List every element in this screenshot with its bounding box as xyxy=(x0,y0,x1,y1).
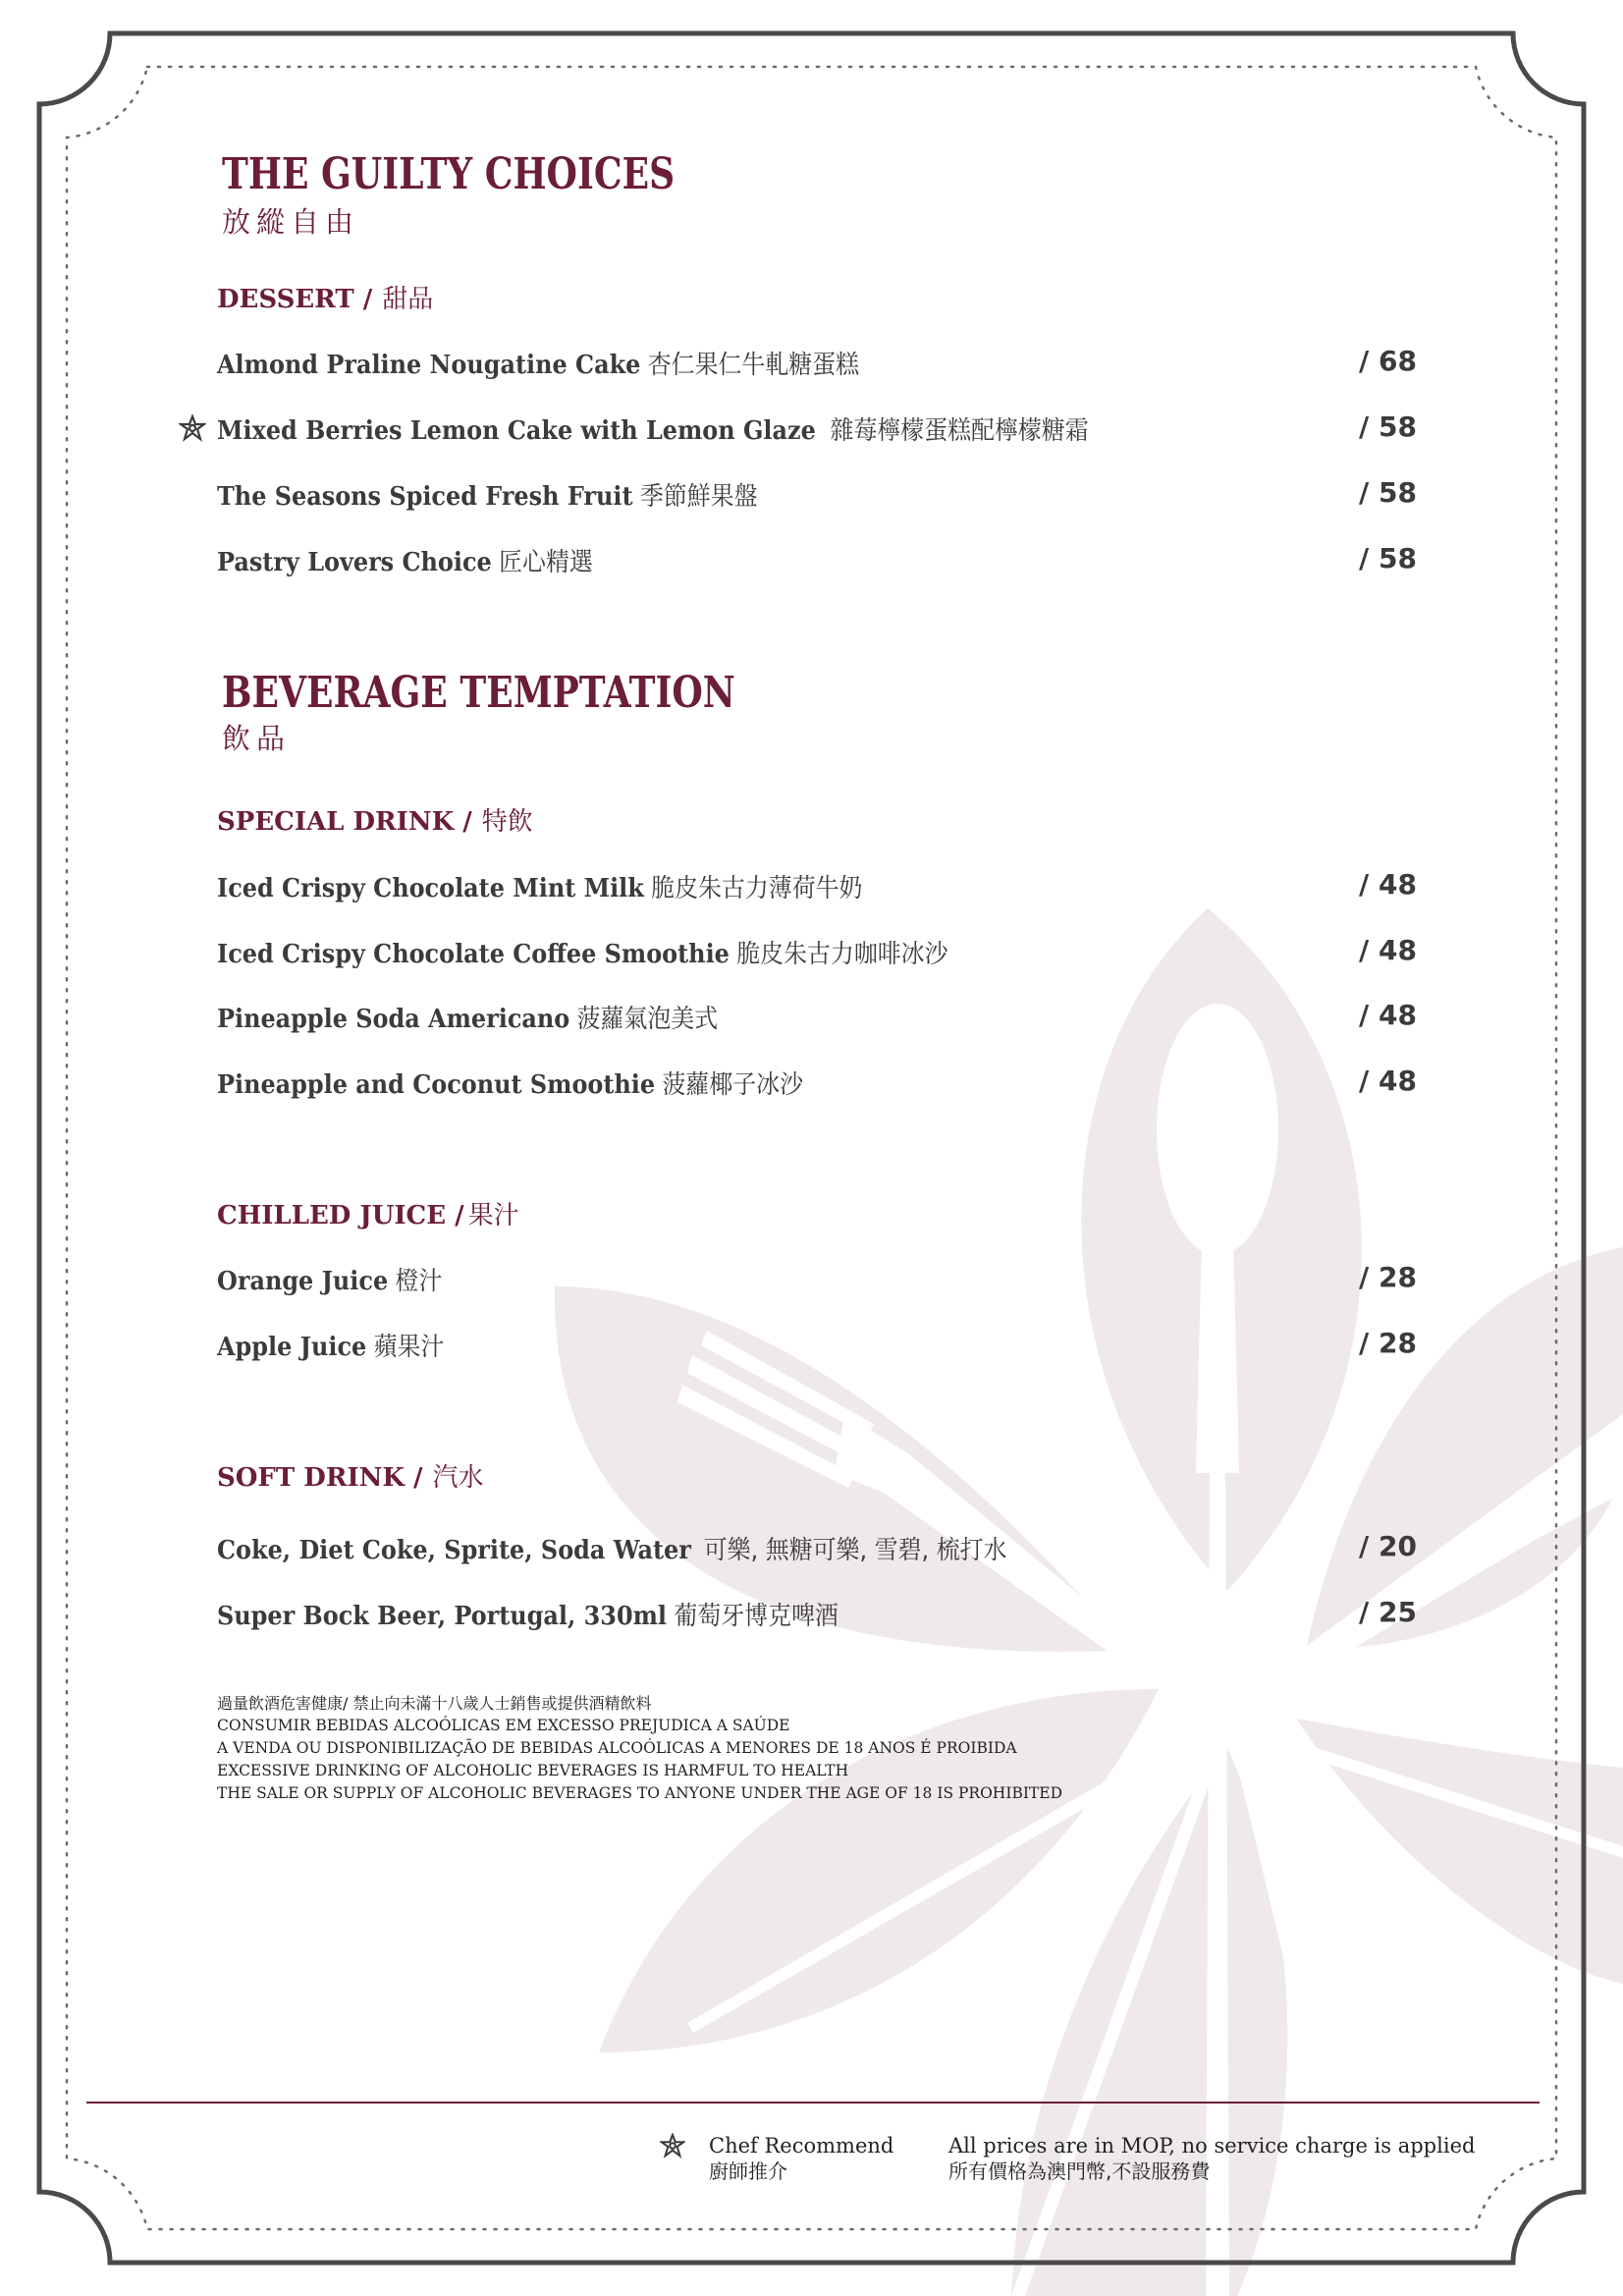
disclaimer-line: 過量飲酒危害健康/ 禁止向未滿十八歲人士銷售或提供酒精飲料 xyxy=(217,1694,652,1713)
menu-item-price: / 68 xyxy=(1359,345,1417,377)
menu-item xyxy=(217,345,1417,384)
chef-recommend-label: Chef Recommend xyxy=(709,2134,894,2158)
item-name-zh: 菠蘿氣泡美式 xyxy=(576,1005,719,1034)
category-heading-special-drink xyxy=(217,801,533,838)
menu-item-name xyxy=(217,410,1089,447)
item-name-zh: 可樂, 無糖可樂, 雪碧, 梳打水 xyxy=(703,1536,1007,1565)
section-subtitle-guilty-choices: 放縱自由 xyxy=(222,205,360,239)
price-note-zh: 所有價格為澳門幣,不設服務費 xyxy=(948,2159,1211,2183)
item-name-zh: 橙汁 xyxy=(395,1267,443,1296)
menu-item-price: / 28 xyxy=(1359,1261,1417,1293)
menu-item-price: / 48 xyxy=(1359,999,1417,1031)
menu-item-price: / 48 xyxy=(1359,1065,1417,1097)
menu-item-price: / 20 xyxy=(1359,1530,1417,1562)
category-heading-soft-drink xyxy=(217,1457,484,1494)
menu-item-name xyxy=(217,1530,1006,1566)
menu-item xyxy=(217,542,1417,581)
menu-item-name xyxy=(217,542,593,578)
category-label: SOFT DRINK / xyxy=(217,1463,423,1493)
menu-item-price: / 48 xyxy=(1359,934,1417,966)
item-name-zh: 葡萄牙博克啤酒 xyxy=(674,1602,839,1631)
item-name-zh: 脆皮朱古力咖啡冰沙 xyxy=(736,940,948,969)
item-name-zh: 杏仁果仁牛軋糖蛋糕 xyxy=(647,351,860,380)
menu-item-name xyxy=(217,934,948,970)
menu-item-price: / 25 xyxy=(1359,1596,1417,1628)
category-heading-chilled-juice xyxy=(217,1195,519,1231)
item-name-en: The Seasons Spiced Fresh Fruit xyxy=(217,482,633,512)
menu-item-name xyxy=(217,1596,839,1632)
item-name-zh: 蘋果汁 xyxy=(373,1333,445,1362)
menu-item xyxy=(217,410,1417,450)
item-name-en: Coke, Diet Coke, Sprite, Soda Water xyxy=(217,1536,691,1565)
menu-item xyxy=(217,1327,1417,1366)
menu-item xyxy=(217,1065,1417,1104)
menu-item xyxy=(217,1261,1417,1300)
menu-item-name xyxy=(217,345,859,381)
menu-item xyxy=(217,999,1417,1038)
menu-item-name xyxy=(217,1261,442,1297)
price-note-en: All prices are in MOP, no service charge is applied xyxy=(948,2134,1476,2158)
menu-item xyxy=(217,476,1417,516)
menu-item-name xyxy=(217,476,758,513)
item-name-zh: 匠心精選 xyxy=(499,548,593,577)
category-label-zh: 果汁 xyxy=(467,1201,519,1230)
category-label-zh: 特飲 xyxy=(481,807,533,837)
category-label: DESSERT / xyxy=(217,285,373,314)
menu-item-price: / 58 xyxy=(1359,410,1417,443)
item-name-en: Apple Juice xyxy=(217,1333,367,1362)
menu-item-name xyxy=(217,999,718,1035)
disclaimer-line: THE SALE OR SUPPLY OF ALCOHOLIC BEVERAGES TO ANYONE UNDER THE AGE OF 18 IS PROHIBITED xyxy=(217,1784,1063,1802)
item-name-zh: 季節鮮果盤 xyxy=(639,482,758,512)
section-subtitle-beverage: 飲品 xyxy=(222,722,292,755)
category-label: CHILLED JUICE / xyxy=(217,1201,464,1230)
item-name-en: Mixed Berries Lemon Cake with Lemon Glaze xyxy=(217,416,816,446)
menu-item-price: / 48 xyxy=(1359,868,1417,901)
category-label-zh: 甜品 xyxy=(382,285,434,314)
menu-item xyxy=(217,868,1417,907)
item-name-en: Iced Crispy Chocolate Mint Milk xyxy=(217,874,644,903)
flower-star-icon xyxy=(179,414,206,442)
item-name-zh: 菠蘿椰子冰沙 xyxy=(662,1070,804,1100)
category-label: SPECIAL DRINK / xyxy=(217,807,472,837)
disclaimer-line: CONSUMIR BEBIDAS ALCOÓLICAS EM EXCESSO PREJUDICA A SAÚDE xyxy=(217,1717,790,1734)
menu-item xyxy=(217,1530,1417,1569)
menu-item-name xyxy=(217,1065,803,1101)
footer-divider xyxy=(86,2102,1540,2104)
category-heading-dessert xyxy=(217,279,433,315)
section-title-beverage-temptation: BEVERAGE TEMPTATION xyxy=(222,668,735,718)
menu-item xyxy=(217,1596,1417,1635)
disclaimer-line: EXCESSIVE DRINKING OF ALCOHOLIC BEVERAGES IS HARMFUL TO HEALTH xyxy=(217,1762,849,1779)
chef-recommend-legend xyxy=(709,2133,893,2184)
price-note xyxy=(948,2133,1475,2184)
menu-item-price: / 58 xyxy=(1359,476,1417,509)
disclaimer-line: A VENDA OU DISPONIBILIZAÇÃO DE BEBIDAS ALCOÓLICAS A MENORES DE 18 ANOS É PROIBIDA xyxy=(217,1739,1017,1757)
alcohol-disclaimer xyxy=(217,1692,1062,1805)
item-name-en: Super Bock Beer, Portugal, 330ml xyxy=(217,1602,667,1631)
item-name-en: Iced Crispy Chocolate Coffee Smoothie xyxy=(217,940,730,969)
menu-item-name xyxy=(217,1327,444,1363)
menu-item-price: / 58 xyxy=(1359,542,1417,574)
menu-item-price: / 28 xyxy=(1359,1327,1417,1359)
menu-item-name xyxy=(217,868,862,904)
item-name-en: Pineapple and Coconut Smoothie xyxy=(217,1070,656,1100)
item-name-zh: 雜莓檸檬蛋糕配檸檬糖霜 xyxy=(830,416,1089,446)
flower-star-icon xyxy=(660,2133,685,2159)
item-name-en: Almond Praline Nougatine Cake xyxy=(217,351,641,380)
chef-recommend-label-zh: 廚師推介 xyxy=(709,2159,787,2183)
item-name-en: Orange Juice xyxy=(217,1267,389,1296)
menu-item xyxy=(217,934,1417,973)
item-name-zh: 脆皮朱古力薄荷牛奶 xyxy=(651,874,863,903)
item-name-en: Pineapple Soda Americano xyxy=(217,1005,570,1034)
category-label-zh: 汽水 xyxy=(432,1463,484,1493)
section-title-guilty-choices: THE GUILTY CHOICES xyxy=(222,149,676,199)
item-name-en: Pastry Lovers Choice xyxy=(217,548,492,577)
